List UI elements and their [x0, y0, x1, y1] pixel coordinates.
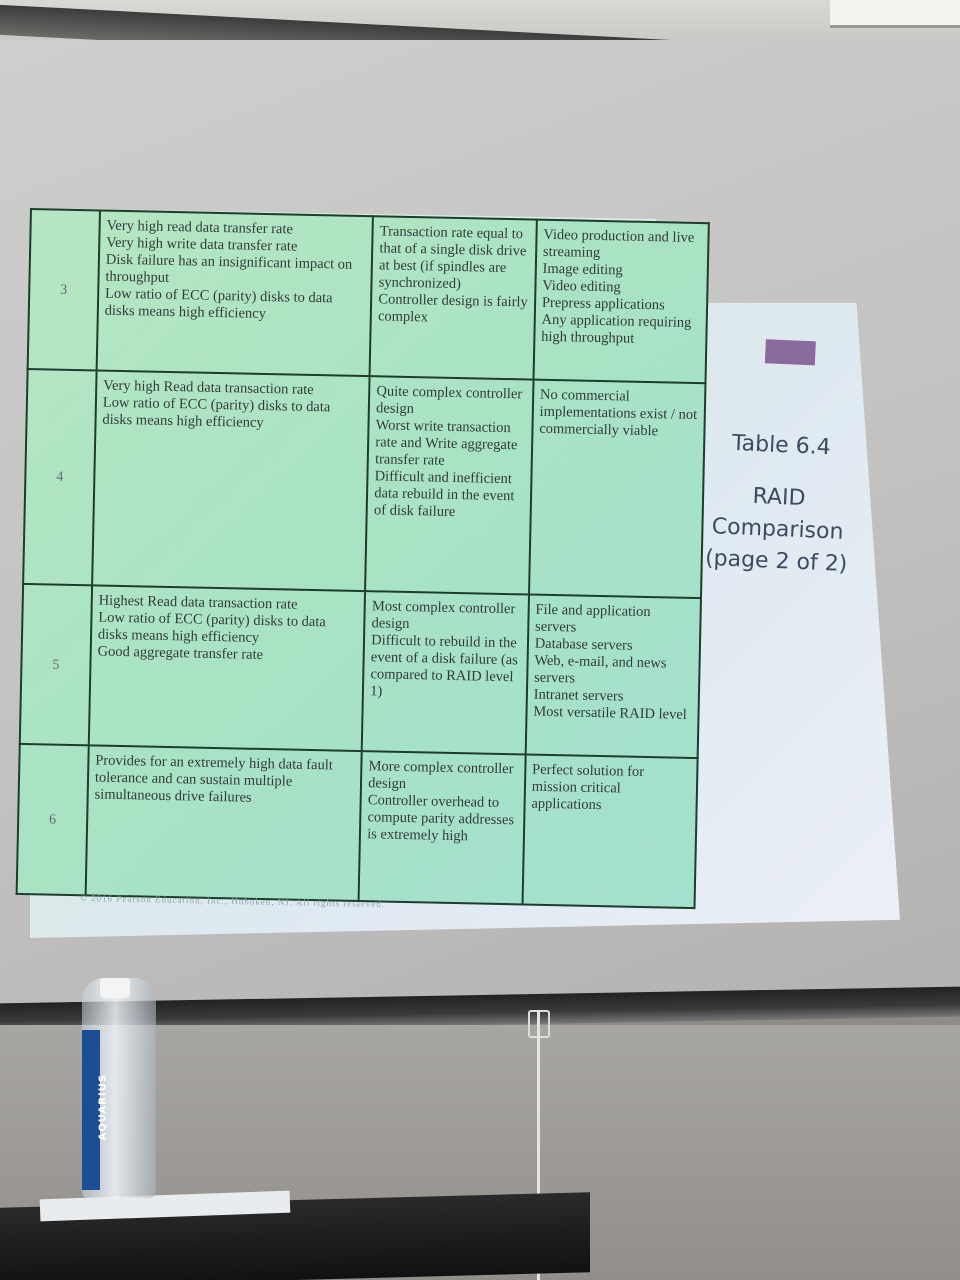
application-item: Intranet servers — [533, 686, 624, 705]
disadvantage-item: Controller design is fairly complex — [377, 291, 528, 326]
raid-row — [23, 369, 705, 598]
advantage-item: Low ratio of ECC (parity) disks to data disks means high efficiency — [97, 609, 326, 646]
disadvantages-cell — [359, 751, 526, 904]
advantages-cell — [85, 745, 361, 901]
slide-caption — [656, 425, 902, 583]
advantage-item: Good aggregate transfer rate — [97, 643, 264, 663]
raid-level-cell: 6 — [17, 744, 89, 895]
applications-cell — [525, 595, 701, 759]
disadvantage-item: Difficult to rebuild in the event of a disk failure (as compared to RAID level 1) — [370, 632, 518, 700]
application-item: Image editing — [542, 260, 623, 279]
application-item: Video editing — [542, 277, 621, 296]
application-item: Video production and live streaming — [542, 226, 695, 261]
applications-cell — [522, 754, 697, 908]
application-item: Database servers — [534, 635, 633, 654]
raid-row — [20, 584, 701, 758]
raid-level-cell: 3 — [28, 209, 100, 370]
application-item: Most versatile RAID level — [533, 703, 687, 723]
raid-level-cell: 4 — [23, 369, 96, 585]
advantage-item: Disk failure has an insignificant impact on throughput — [105, 251, 353, 286]
advantages-cell — [96, 210, 373, 376]
advantage-item: Highest Read data transaction rate — [98, 592, 298, 613]
ceiling-light-panel — [830, 0, 960, 28]
application-item: Any application requiring high throughput — [541, 311, 692, 347]
advantages-cell — [92, 370, 370, 591]
advantage-item: Low ratio of ECC (parity) disks to data disks means high efficiency — [104, 285, 333, 322]
advantage-item: Very high read data transfer rate — [106, 217, 294, 238]
disadvantage-item: Quite complex controller design — [375, 383, 523, 418]
advantages-cell — [89, 585, 366, 751]
application-item: Perfect solution for mission critical applications — [531, 761, 645, 814]
caption-raid: RAID — [752, 483, 806, 512]
caption-table-number: Table 6.4 — [731, 430, 832, 461]
disadvantages-cell — [370, 216, 537, 379]
disadvantage-item: Worst write transaction rate and Write aggregate transfer rate — [374, 417, 518, 469]
slide-side-panel — [654, 325, 906, 625]
bottle-label-text: AQUARIUS — [97, 1073, 109, 1141]
application-item: File and application servers — [534, 601, 651, 636]
application-item: No commercial implementations exist / not commercially viable — [539, 386, 698, 440]
disadvantage-item: Difficult and inefficient data rebuild in the event of disk failure — [373, 468, 515, 520]
advantage-item: Very high write data transfer rate — [105, 234, 298, 255]
raid-row — [28, 209, 709, 383]
application-item: Web, e-mail, and news servers — [533, 652, 667, 687]
disadvantage-item: More complex controller design — [368, 758, 514, 793]
disadvantage-item: Transaction rate equal to that of a single disk drive at best (if spindles are synchronized) — [378, 223, 527, 293]
disadvantages-cell — [362, 591, 529, 754]
bottle-cap — [100, 978, 130, 998]
raid-row — [17, 744, 698, 908]
disadvantages-cell — [365, 376, 533, 594]
raid-table-area — [15, 208, 720, 922]
slide-copyright: © 2016 Pearson Education, Inc., Hoboken, NJ. All rights reserved. — [79, 892, 386, 910]
advantage-item: Very high Read data transaction rate — [103, 377, 314, 398]
caption-comparison: Comparison — [711, 514, 844, 545]
advantage-item: Low ratio of ECC (parity) disks to data disks means high efficiency — [102, 394, 331, 431]
raid-comparison-table — [16, 208, 710, 909]
advantage-item: Provides for an extremely high data fault tolerance and can sustain multiple simultaneous drive failures — [94, 752, 334, 806]
raid-level-cell: 5 — [20, 584, 92, 745]
disadvantage-item: Most complex controller design — [371, 598, 516, 633]
disadvantage-item: Controller overhead to compute parity addresses is extremely high — [367, 792, 515, 845]
caption-page: (page 2 of 2) — [704, 545, 848, 578]
slide-accent-swatch — [765, 339, 816, 365]
application-item: Prepress applications — [541, 294, 665, 314]
